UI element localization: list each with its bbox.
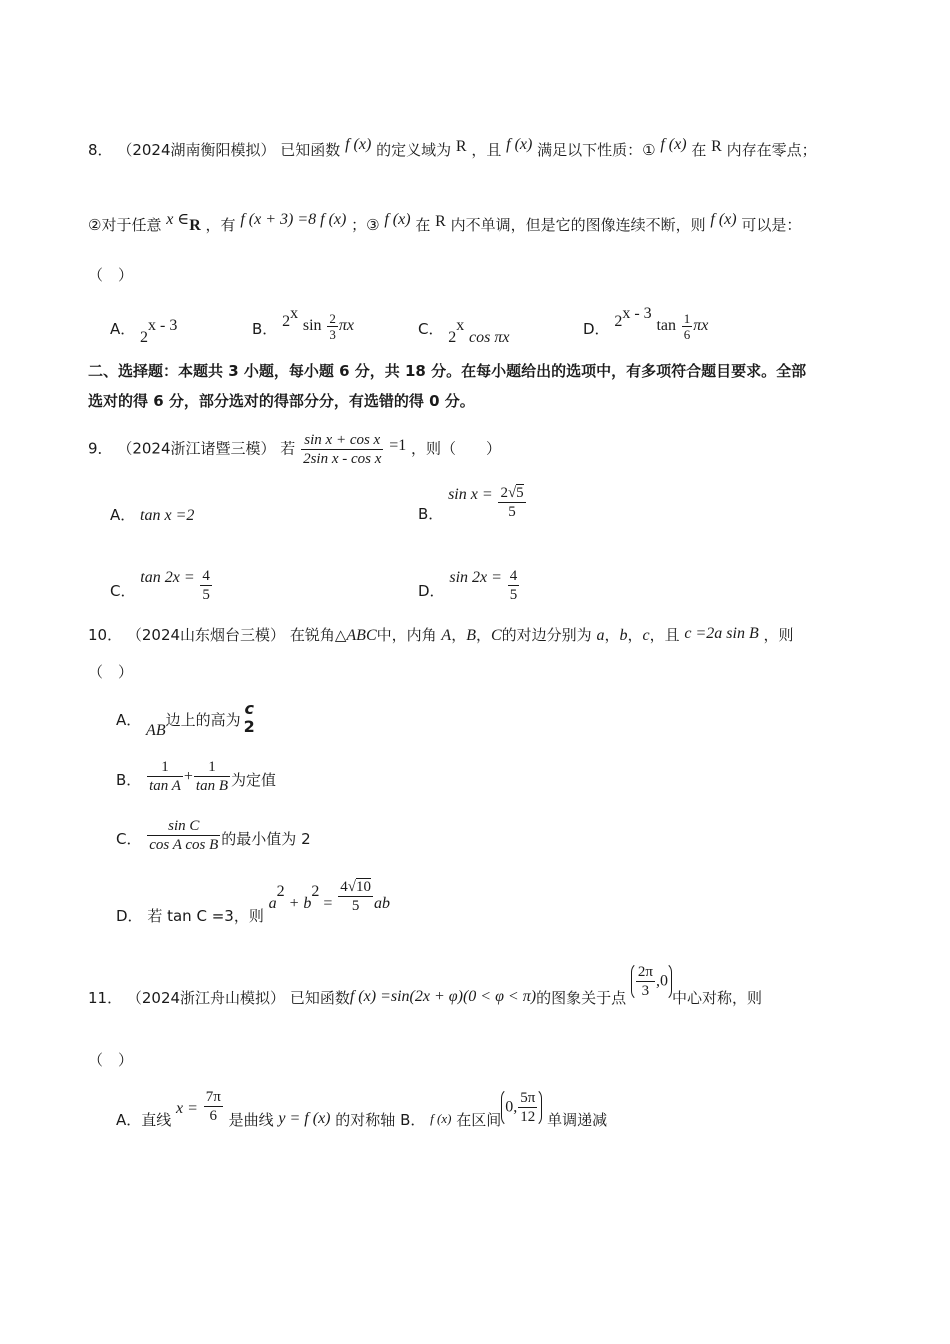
q10-option-c: C． $\frac{\text{sin C}}{\text{cos A cos B}}$ 的最小值为 2	[116, 818, 311, 853]
q10-answer-paren: （ ）	[88, 663, 134, 681]
q9-option-d: D． sin 2x = $\frac{4}{5}$	[418, 568, 518, 603]
q10-stem: 10． （2024山东烟台三模） 在锐角△ABC中，内角 A，B，C的对边分别为 a，b，c，且 c =2a sin B ，则	[88, 625, 794, 644]
fraction: $\frac{7\pi}{6}$	[205, 1089, 221, 1124]
fraction: $\frac{4}{5}$	[202, 568, 210, 603]
property-equation: f (x + 3) =8 f (x)	[240, 211, 347, 228]
fraction: $\frac{2\pi}{3}$	[637, 964, 653, 999]
fraction: $\frac{\text{sin C}}{\text{cos A cos B}}$	[149, 818, 219, 853]
q8-source: （2024湖南衡阳模拟）	[117, 141, 276, 159]
q11-source: （2024浙江舟山模拟）	[126, 989, 286, 1007]
q8-option-d: D． 2$^{x - 3}$ tan $\frac{1}{6}$ πx	[583, 305, 709, 342]
q8-option-a: A． 2$^{x - 3}$	[110, 317, 178, 346]
fraction: $\frac{5\pi}{12}$	[520, 1090, 536, 1125]
fraction: $\frac{4√10}{5}$	[340, 879, 371, 914]
q11-stem: 11． （2024浙江舟山模拟） 已知函数f (x) =sin(2x + φ)(0 < φ < π)的图象关于点 $\frac{2\pi}{3}$ ,0中心对称，则	[88, 964, 762, 1007]
q9-number: 9．	[88, 439, 113, 458]
q8-line2: ②对于任意 x ∈R ，有 f (x + 3) =8 f (x) ；③ f (x) 在 R 内不单调，但是它的图像连续不断，则 f (x) 可以是：	[88, 211, 802, 234]
fx: f (x)	[345, 136, 372, 153]
q8-number: 8．	[88, 141, 113, 159]
condition-equation: c =2a sin B	[684, 625, 759, 642]
section-heading-line1: 二、选择题：本题共 3 小题，每小题 6 分，共 18 分。在每小题给出的选项中，有多项符合题目要求。全部	[88, 362, 807, 380]
interval-parentheses: 0, $\frac{5\pi}{12}$	[501, 1088, 542, 1127]
q8-line1: 8． （2024湖南衡阳模拟） 已知函数 f (x) 的定义域为 R ，且 f (x) 满足以下性质：① f (x) 在 R 内存在零点；	[88, 136, 817, 159]
fraction: $\frac{1}{6}$	[683, 310, 691, 342]
fraction: $\frac{\text{sin x + cos x}}{\text{2sin x - cos x}}$	[303, 432, 382, 467]
q9-option-b: B． sin x = $\frac{2√5}{5}$	[418, 485, 524, 523]
fraction: $\frac{2√5}{5}$	[500, 485, 524, 520]
q10-number: 10．	[88, 626, 123, 644]
q9-source: （2024浙江诸暨三模）	[117, 439, 276, 458]
fraction: $\frac{1}{\text{tan B}}$	[195, 759, 229, 794]
q11-answer-paren: （ ）	[88, 1051, 134, 1069]
q10-option-a: A． AB边上的高为 c 2	[116, 699, 255, 739]
point-parentheses: $\frac{2\pi}{3}$ ,0	[631, 962, 672, 1001]
fraction: $\frac{1}{\text{tan A}}$	[149, 759, 181, 794]
fraction: c 2	[243, 699, 255, 736]
q8-answer-paren: （ ）	[88, 266, 134, 284]
fraction: $\frac{2}{3}$	[329, 310, 336, 342]
q8-option-b: B． 2$^x$ sin $\frac{2}{3}$ πx	[252, 305, 354, 342]
section-heading-line2: 选对的得 6 分，部分选对的得部分分，有选错的得 0 分。	[88, 392, 475, 410]
q11-number: 11．	[88, 989, 123, 1007]
q9-stem: 9． （2024浙江诸暨三模） 若 $\frac{\text{sin x + cos x}}{\text{2sin x - cos x}}$ =1 ，则（ ）	[88, 432, 502, 467]
q11-option-a-b: A．直线 x = $\frac{7\pi}{6}$ 是曲线 y = f (x) 的对称轴 B． f (x) 在区间0, $\frac{5\pi}{12}$ 单调递减	[116, 1089, 608, 1129]
function-definition: f (x) =sin(2x + φ)(0 < φ < π)	[349, 988, 537, 1005]
q8-option-c: C． 2$^x$ cos πx	[418, 317, 510, 346]
q9-option-a: A． tan x =2	[110, 506, 195, 524]
q9-option-c: C． tan 2x = $\frac{4}{5}$	[110, 568, 210, 603]
fraction: $\frac{4}{5}$	[509, 568, 518, 603]
q10-option-d: D． 若 tan C =3，则 $a^2 + b^2$ = $\frac{4√10}{5}$ ab	[116, 879, 390, 925]
q10-source: （2024山东烟台三模）	[126, 626, 286, 644]
q10-option-b: B． $\frac{1}{\text{tan A}}$ + $\frac{1}{\text{tan B}}$ 为定值	[116, 759, 277, 794]
